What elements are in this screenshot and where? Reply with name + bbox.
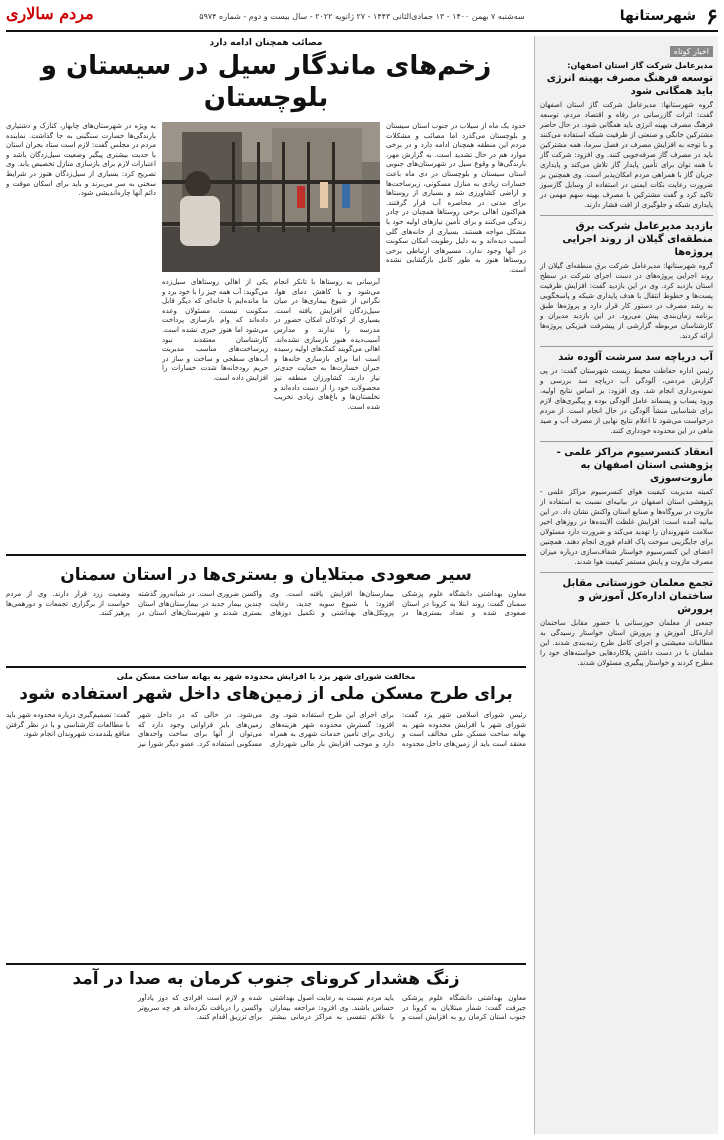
brief-article [540,446,713,567]
section-name: شهرستانها [619,8,696,24]
brief-title: تجمع معلمان خوزستانی مقابل ساختمان اداره‌کل آموزش و پرورش [562,578,713,615]
brief-title: بازدید مدیرعامل شرکت برق منطقه‌ای گیلان از روند اجرایی پروژه‌ها [562,221,713,258]
divider [540,346,713,347]
masthead [6,4,718,32]
story-headline: سیر صعودی مبتلایان و بستری‌ها در استان سمنان [60,565,472,585]
brief-title: آب دریاچه سد سرشت آلوده شد [558,352,713,363]
semnan-story [6,560,526,664]
brief-body: گروه شهرستانها: مدیرعامل شرکت گاز استان اصفهان گفت: اثرات گازرسانی در رفاه و اقتصاد مردم، توسعه فرهنگ مصرف بهینه انرژی باید همگانی شود. در حال حاضر مشترکین خانگی و صنعتی از ظرفیت شبکه استفاده می‌کنند و با توجه به افزایش مصرف در فصل سرما، همه مشترکین باید در مصرف گاز صرفه‌جویی کنند. وی افزود: شرکت گاز با همه توان برای تأمین پایدار گاز تلاش می‌کند و پایداری جریان گاز با همراهی مردم امکان‌پذیر است. وی همچنین بر ضرورت رعایت نکات ایمنی در استفاده از وسایل گازسوز تاکید کرد و گفت مشترکین با مصرف بهینه سهم مهمی در پایداری شبکه و جلوگیری از افت فشار دارند. [540,101,713,209]
divider [540,441,713,442]
brief-body: رئیس اداره حفاظت محیط زیست شهرستان گفت: در پی گزارش مردمی، آلودگی آب دریاچه سد بررسی و نمونه‌برداری انجام شد. وی افزود: بر اساس نتایج اولیه، ورود پساب و پسماند عامل آلودگی بوده و پیگیری‌های لازم برای شناسایی منشأ آلودگی در حال انجام است. از مردم درخواست می‌شود تا اعلام نتایج نهایی از مصرف آب و صید ماهی در این محدوده خودداری کنند. [540,367,713,435]
brief-title: توسعه فرهنگ مصرف بهینه انرژی باید همگانی شود [546,73,713,97]
lead-headline: زخم‌های ماندگار سیل در سیستان و بلوچستان [40,51,492,113]
kerman-covid-story [6,968,526,1078]
story-kicker: مخالفت شورای شهر یزد با افزایش محدوده شهر به بهانه ساخت مسکن ملی [116,672,416,681]
yazd-housing-story [6,671,526,961]
brief-body: گروه شهرستانها: مدیرعامل شرکت برق منطقه‌ای گیلان از روند اجرایی پروژه‌های در دست اجرای شرکت در سطح استان بازدید کرد. وی در این بازدید گفت: افزایش ظرفیت پست‌ها و خطوط انتقال با هدف پایداری شبکه و پاسخگویی به رشد مصرف در دستور کار قرار دارد و پروژه‌ها طبق برنامه زمان‌بندی پیش می‌رود. در این بازدید مدیران و کارشناسان مربوطه گزارشی از پیشرفت فیزیکی پروژه‌ها ارائه کردند. [540,262,713,340]
lead-column: حدود یک ماه از سیلاب در جنوب استان سیستان و بلوچستان می‌گذرد اما مصائب و مشکلات مردم این منطقه همچنان ادامه دارد و در برخی موارد هم در حال تشدید است. به گزارش مهر، بارندگی‌ها و وقوع سیل در شهرستان‌های جنوبی استان سیستان و بلوچستان در دی ماه باعث خسارات زیادی به منازل مسکونی، زیرساخت‌ها و اراضی کشاورزی شد و بسیاری از روستاها برای مدتی در محاصره آب قرار گرفتند. هم‌اکنون اهالی برخی روستاها همچنان در چادر زندگی می‌کنند و برای تأمین نیازهای اولیه خود با مشکل مواجه هستند. بسیاری از خانه‌های گلی آسیب دیده‌اند و به دلیل رطوبت امکان سکونت در آنها وجود ندارد. مسیرهای ارتباطی برخی روستاها هنوز به طور کامل بازگشایی نشده است. [386,122,526,274]
lead-article [6,118,526,550]
brief-article [540,60,713,210]
divider [540,215,713,216]
sidebar-tag: اخبار کوتاه [670,46,713,57]
story-body: معاون بهداشتی دانشگاه علوم پزشکی سمنان گفت: روند ابتلا به کرونا در استان صعودی شده و تعداد بستری‌ها در بیمارستان‌ها افزایش یافته است. وی افزود: با شیوع سویه جدید، رعایت پروتکل‌های بهداشتی و تکمیل دوزهای واکسن ضروری است. در شبانه‌روز گذشته چندین بیمار جدید در بیمارستان‌های استان بستری شدند و شهرستان‌های استان در وضعیت زرد قرار دارند. وی از مردم خواست از برگزاری تجمعات و دورهمی‌ها پرهیز کنند. [6,590,526,618]
lead-column: به ویژه در شهرستان‌های چابهار، کنارک و دشتیاری بارندگی‌ها خسارت سنگینی به جا گذاشت. نماینده مردم در مجلس گفت: لازم است ستاد بحران استان با جدیت بیشتری پیگیر وضعیت سیل‌زدگان باشد و اعتبارات لازم برای بازسازی منازل تخصیص یابد. وی تصریح کرد: بسیاری از سیل‌زدگان هنوز در شرایط سختی به سر می‌برند و باید برای اسکان موقت و دائم آنها چاره‌اندیشی شود. [6,122,156,198]
news-brief-sidebar [534,36,718,1134]
story-headline: برای طرح مسکن ملی از زمین‌های داخل شهر استفاده شود [19,684,513,704]
lead-column: یکی از اهالی روستاهای سیل‌زده می‌گوید: آب همه چیز را با خود برد و ما مانده‌ایم با خانه‌ای که دیگر قابل سکونت نیست. مسئولان وعده داده‌اند که وام بازسازی پرداخت می‌شود اما هنوز خبری نشده است. کارشناسان معتقدند نبود زیرساخت‌های مناسب مدیریت آب‌های سطحی و ساخت و ساز در حریم رودخانه‌ها شدت خسارات را افزایش داده است. [162,278,268,382]
story-body: معاون بهداشتی دانشگاه علوم پزشکی جیرفت گفت: شمار مبتلایان به کرونا در جنوب استان کرمان رو به افزایش است و باید مردم نسبت به رعایت اصول بهداشتی حساس باشند. وی افزود: مراجعه بیماران با علائم تنفسی به مراکز درمانی بیشتر شده و لازم است افرادی که دوز یادآور واکسن را دریافت نکرده‌اند هر چه سریع‌تر برای تزریق اقدام کنند. [138,994,526,1022]
flood-photo [162,122,380,272]
divider [540,572,713,573]
lead-column: آبرسانی به روستاها با تانکر انجام می‌شود و با کاهش دمای هوا، نگرانی از شیوع بیماری‌ها در میان سیل‌زدگان افزایش یافته است. بسیاری از کودکان امکان حضور در مدرسه را ندارند و مدارس آسیب‌دیده هنوز بازسازی نشده‌اند. اهالی می‌گویند کمک‌های اولیه رسیده است اما برای بازسازی خانه‌ها و جبران خسارت‌ها به حمایت جدی‌تر نیاز دارند. کشاورزان منطقه نیز محصولات خود را از دست داده‌اند و نخلستان‌ها و باغ‌های زیادی تخریب شده است. [274,278,380,411]
brief-article [540,220,713,341]
story-body: رئیس شورای اسلامی شهر یزد گفت: شورای شهر با افزایش محدوده شهر به بهانه ساخت مسکن ملی مخالف است و معتقد است باید از زمین‌های داخل محدوده برای اجرای این طرح استفاده شود. وی افزود: گسترش محدوده شهر هزینه‌های زیادی برای تأمین خدمات شهری به همراه دارد و موجب افزایش بار مالی شهرداری می‌شود. در حالی که در داخل شهر زمین‌های بایر فراوانی وجود دارد که می‌توان از آنها برای ساخت واحدهای مسکونی استفاده کرد. عضو دیگر شورا نیز گفت: تصمیم‌گیری درباره محدوده شهر باید با مطالعات کارشناسی و با در نظر گرفتن منافع بلندمدت شهروندان انجام شود. [6,711,526,748]
brief-body: جمعی از معلمان خوزستانی با حضور مقابل ساختمان اداره‌کل آموزش و پرورش استان خواستار رسیدگی به مطالبات معیشتی و اجرای کامل طرح رتبه‌بندی شدند. این معلمان با در دست داشتن پلاکاردهایی خواسته‌های خود را مطرح کردند و خواستار پیگیری مسئولان شدند. [540,619,713,667]
story-headline: زنگ هشدار کرونای جنوب کرمان به صدا در آمد [72,969,460,989]
photo-icon [162,122,380,272]
divider [6,963,526,965]
brief-article [540,351,713,436]
brief-body: کمیته مدیریت کیفیت هوای کنسرسیوم مراکز علمی - پژوهشی استان اصفهان در بیانیه‌ای نسبت به استفاده از مازوت در نیروگاه‌ها و صنایع استان واکنش نشان داد. در این بیانیه آمده است: افزایش غلظت آلاینده‌ها در روزهای اخیر سلامت شهروندان را تهدید می‌کند و ضرورت دارد مسئولان برای جایگزینی سوخت پاک اقدام فوری انجام دهند. همچنین اعضای این کنسرسیوم خواستار شفاف‌سازی درباره میزان مصرف مازوت و پایش مستمر کیفیت هوا شدند. [540,488,713,566]
divider [6,554,526,556]
page-number: ۶ [706,4,718,30]
brief-title: انعقاد کنسرسیوم مراکز علمی - پژوهشی استان اصفهان به مازوت‌سوزی [556,447,713,484]
lead-kicker: مصائب همچنان ادامه دارد [209,38,323,48]
brief-article [540,577,713,668]
divider [6,666,526,668]
newspaper-logo: مردم سالاری [6,4,94,23]
main-content [6,36,526,1134]
brief-kicker: مدیرعامل شرکت گاز استان اصفهان: [567,61,713,70]
dateline: سه‌شنبه ۷ بهمن ۱۴۰۰ - ۱۳ جمادی‌الثانی ۱۴۴۳ - ۲۷ ژانویه ۲۰۲۲ - سال بیست و دوم - شماره ۵۹۷۴ [199,12,525,21]
